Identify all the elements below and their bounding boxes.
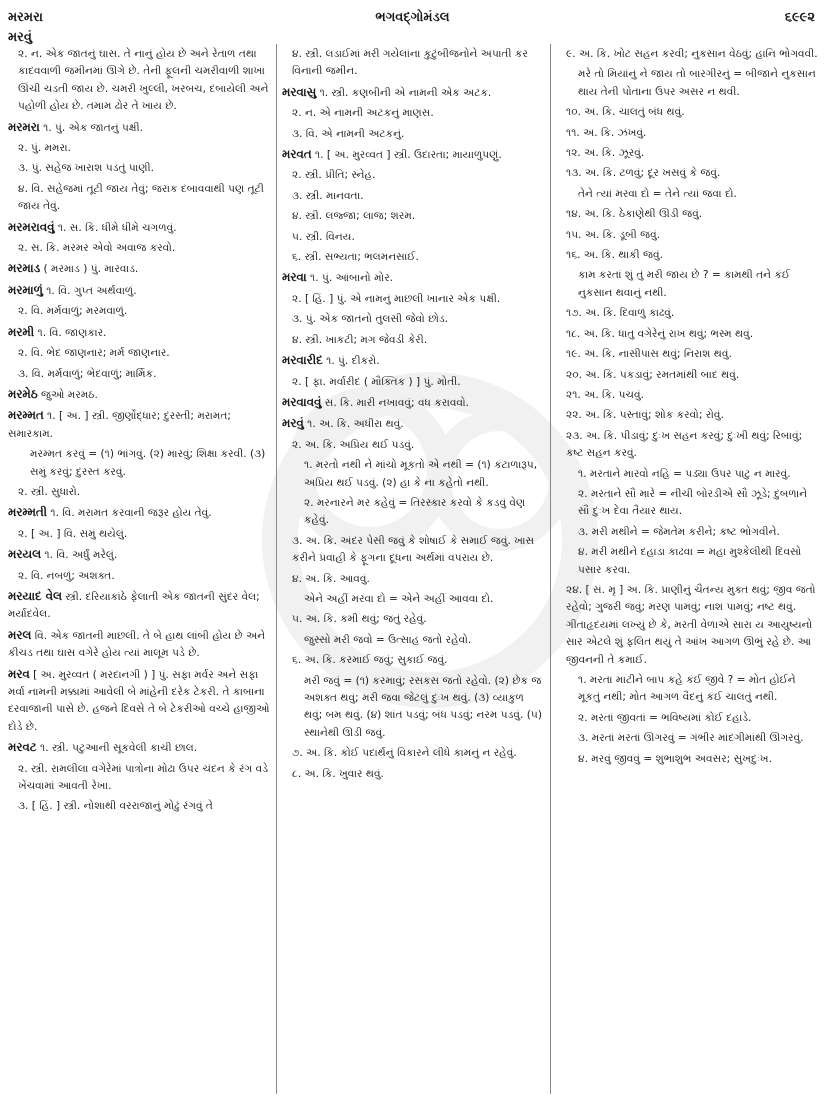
dictionary-title: ભગવદ્ગોમંડલ bbox=[375, 10, 450, 25]
sense-definition: ૨૪. [ સં. મૃ ] અ. કિ. પ્રાણીનું ચૈતન્ય મુક્ત થવું; જીવ જતો રહેવો; ગુજરી જવું; મરણ પામવું; નાશ પામવું; નષ્ટ થવું. ગીતાહૃદયમાં લખ્યું છે કે, મરતી વેળાએ સારા ય આયુષ્યનો સાર એટલે શું ફલિત થયું તે આંખ આગળ ઊભું રહે છે. આ જીવનની તે કમાઈ. bbox=[566, 583, 816, 666]
sense-definition: ૨. સ્ત્રી. પ્રીતિ; સ્નેહ. bbox=[292, 169, 376, 182]
dictionary-entry bbox=[8, 324, 270, 342]
sense-definition: ૩. પું. સહેજ ખારાશ પડતું પાણી. bbox=[18, 162, 155, 175]
definition-text: ૧. સ્ત્રી. પટુઆની સૂકવેલી કાચી છાલ. bbox=[40, 742, 198, 755]
sense-definition: ૨૨. અ. કિ. પસ્તાવું; શોક કરવો; રોવું. bbox=[566, 409, 724, 422]
sense-definition: ૩. [ હિં. ] સ્ત્રી. નોશાથી વરરાજાનું મોઢું રંગવું તે bbox=[18, 800, 213, 813]
headword: મરવાસુ bbox=[282, 84, 317, 99]
usage-example: મરી જવું = (૧) કરમાવું; રસકસ જતો રહેવો. (૨) છેક જ અશક્ત થવું; મરી જવા જેટલું દુઃખ થવું. (૩) વ્યાકુળ થવું; બમ થવું. (૪) શાંત પડવું; બંધ પડવું; નરમ પડવું. (૫) સ્થાનેથી ઊડી જવું. bbox=[304, 674, 542, 739]
dictionary-entry bbox=[282, 394, 544, 412]
headword: મરમી bbox=[8, 324, 35, 339]
definition-text: ૧. પું. દીકરો. bbox=[326, 355, 380, 368]
sense-definition: ૨. ન. એક જાતનું ઘાસ. તે નાનું હોય છે અને રેતાળ તથા કાદવવાળી જમીનમાં ઊગે છે. તેની ફૂલની ચમરીવાળી શાખા ઊંચી ચડતી જાય છે. ચમરી ખુલ્લી, ખરબચ, દબાયેલી અને પહોળી હોય છે. તમામ ઢોર તે ખાય છે. bbox=[18, 48, 269, 113]
sense-definition: ૧૬. અ. કિ. થાકી જવું. bbox=[566, 249, 663, 262]
headword: મરમ્મતી bbox=[8, 505, 48, 520]
headword: મરવ bbox=[8, 666, 30, 681]
sense-definition: ૧૭. અ. કિ. દિવાળું કાઢવું. bbox=[566, 307, 675, 320]
definition-text: ૧. સ. કિ. ધીમે ધીમે ચગળવું. bbox=[57, 221, 177, 234]
column-3 bbox=[556, 46, 818, 771]
sense-definition: ૪. વિ. સહેજમાં તૂટી જાય તેવું; જરાક દબાવવાથી પણ તૂટી જાય તેવું. bbox=[18, 182, 264, 213]
sense-definition: ૨. પું. મમરા. bbox=[18, 142, 71, 155]
definition-text: ૧. વિ. અર્ધું મરેલું. bbox=[44, 549, 118, 562]
dictionary-entry bbox=[8, 546, 270, 564]
sense-definition: ૨. અ. કિ. અપ્રિય થઈ પડવું. bbox=[292, 438, 415, 451]
column-2 bbox=[282, 46, 544, 786]
sense-definition: ૨. વિ. ભેદ જાણનાર; મર્મ જાણનાર. bbox=[18, 347, 170, 360]
headword: મરવત bbox=[282, 147, 312, 162]
usage-example: એને અહીં મરવા દો = એને અહીં આવવા દો. bbox=[304, 592, 494, 605]
definition-text: સ્ત્રી. દરિયાકાંઠે ફેલાતી એક જાતની સુંદર વેલ; મર્યાદવેલ. bbox=[8, 590, 260, 621]
column-divider bbox=[550, 44, 551, 1094]
headword: મરવાવવું bbox=[282, 394, 322, 409]
column-divider bbox=[276, 44, 277, 1094]
guide-word-first: મરમરા bbox=[8, 10, 43, 25]
sense-definition: ૧૯. અ. કિ. નાસીપાસ થવું; નિરાશ થવું. bbox=[566, 348, 732, 361]
headword: મરવું bbox=[282, 416, 304, 431]
definition-text: વિ. એક જાતની માછલી. તે બે હાથ લાંબી હોય છે અને કીચડ તથા ઘાસ વગેરે હોય ત્યાં માલૂમ પડે છે. bbox=[8, 629, 266, 660]
dictionary-entry bbox=[282, 415, 544, 433]
sense-definition: ૫. સ્ત્રી. વિનય. bbox=[292, 230, 355, 243]
dictionary-entry bbox=[8, 666, 270, 737]
sense-definition: ૨. સ. કિ. મરમર એવો અવાજ કરવો. bbox=[18, 242, 176, 255]
definition-text: ૧. વિ. જાણકાર. bbox=[37, 326, 107, 339]
headword: મરયાદ વેલ bbox=[8, 588, 62, 603]
usage-example: ૧. મરતાને મારવો નહિ = પડ્યા ઉપર પાટુ ન મારવું. bbox=[578, 467, 791, 480]
sense-definition: ૩. પું. એક જાતનો તુલસી જેવો છોડ. bbox=[292, 313, 449, 326]
sense-definition: ૧૪. અ. કિ. ઠેકાણેથી ઊડી જવું. bbox=[566, 208, 703, 221]
headword: મરવટ bbox=[8, 740, 37, 755]
usage-example: ૨. મરનારને મર કહેવું = તિરસ્કાર કરવો કે કડવું વેણ કહેવું. bbox=[304, 496, 526, 527]
headword: મરવારીદ bbox=[282, 353, 323, 368]
sense-definition: ૨. સ્ત્રી. સુધારો. bbox=[18, 485, 81, 498]
dictionary-entry bbox=[282, 269, 544, 287]
dictionary-entry bbox=[282, 146, 544, 164]
sense-definition: ૧૮. અ. કિ. ધાતુ વગેરેનું રાખ થવું; ભસ્મ થવું. bbox=[566, 327, 754, 340]
headword: મરમેઠ bbox=[8, 386, 38, 401]
usage-example: મરમ્મત કરવું = (૧) ભાંગવું. (૨) મારવું; શિક્ષા કરવી. (૩) સમું કરવું; દુરસ્ત કરવું. bbox=[30, 448, 266, 478]
sense-definition: ૨૧. અ. કિ. પચવું. bbox=[566, 388, 644, 401]
sense-definition: ૨૩. અ. કિ. પીડાવું; દુઃખ સહન કરવું; દુઃખી થવું; રિબાવું; કષ્ટ સહન કરવું. bbox=[566, 429, 803, 460]
usage-example: ૨. મરતાં જીવતાં = ભવિષ્યમાં કોઈ દહાડે. bbox=[578, 711, 752, 724]
sense-definition: ૩. વિ. એ નામની અટકનું. bbox=[292, 127, 405, 140]
headword: મરલ bbox=[8, 627, 32, 642]
headword: મરમ્મત bbox=[8, 408, 44, 423]
headword: મરમરાવવું bbox=[8, 219, 55, 234]
sense-definition: ૧૦. અ. કિ. ચાલતું બંધ થવું. bbox=[566, 106, 685, 119]
dictionary-entry bbox=[8, 260, 270, 278]
sense-definition: ૧૫. અ. કિ. ડૂબી જવું. bbox=[566, 228, 661, 241]
headword: મરમરા bbox=[8, 119, 40, 134]
definition-text: ૧. સ્ત્રી. કણબીની એ નામની એક અટક. bbox=[319, 86, 492, 99]
sense-definition: ૭. અ. કિ. કોઈ પદાર્થનું વિકારને લીધે કામનું ન રહેવું. bbox=[292, 747, 517, 760]
sense-definition: ૬. અ. કિ. કરમાઈ જવું; સુકાઈ જવું. bbox=[292, 654, 448, 667]
sense-definition: ૯. અ. કિ. ખોટ સહન કરવી; નુકસાન વેઠવું; હાનિ ભોગવવી. bbox=[566, 48, 818, 60]
sense-definition: ૫. અ. કિ. કમી થવું; જતું રહેવું. bbox=[292, 613, 427, 626]
dictionary-entry bbox=[8, 504, 270, 522]
dictionary-entry bbox=[8, 386, 270, 404]
headword: મરમાળું bbox=[8, 282, 43, 297]
sense-definition: ૮. અ. કિ. ખુવાર થવું. bbox=[292, 767, 384, 780]
column-1 bbox=[8, 46, 270, 819]
dictionary-entry bbox=[8, 219, 270, 237]
sense-definition: ૪. સ્ત્રી. ખાકટી; મગ જેવડી કેરી. bbox=[292, 333, 428, 346]
sense-definition: ૨. સ્ત્રી. રામલીલા વગેરેમાં પાત્રોના મોઢા ઉપર ચંદન કે રંગ વડે ખેંચવામાં આવતી રેખા. bbox=[18, 762, 269, 793]
sense-definition: ૨. [ અ. ] વિ. સમું થયેલું. bbox=[18, 527, 128, 540]
definition-text: ૧. [ અ. મુરવ્વત ] સ્ત્રી. ઉદારતા; માયાળુપણું. bbox=[314, 149, 502, 162]
dictionary-entry bbox=[8, 588, 270, 624]
definition-text: ૧. પું. એક જાતનું પક્ષી. bbox=[43, 121, 144, 134]
definition-text: [ અ. મુરવ્વત ( મરદાનગી ) ] પું. સફા મર્વર અને સફા મર્વા નામની મક્કામાં આવેલી બે માંહેની દરેક ટેકરી. તે કાબાના દરવાજાની પાસે છે. હજને દિવસે તે બે ટેકરીઓ વચ્ચે હાજીઓ દોડે છે. bbox=[8, 668, 270, 733]
usage-example: જુસ્સો મરી જવો = ઉત્સાહ જતો રહેવો. bbox=[304, 633, 472, 646]
usage-example: ૧. મરતા માટીને બાપ કહે કંઈ જીવે ? = મોત હોઈને મૂકતું નથી; મોત આગળ વૈદનું કંઈ ચાલતું નથી. bbox=[578, 674, 796, 704]
sense-definition: ૬. સ્ત્રી. સભ્યતા; ભલમનસાઈ. bbox=[292, 251, 419, 264]
sense-definition: ૪. અ. કિ. આવવું. bbox=[292, 572, 370, 585]
usage-example: ૩. મરી મથીને = જેમતેમ કરીને; કષ્ટ ભોગવીને. bbox=[578, 525, 780, 538]
definition-text: ૧. પું. આંબાનો મોર. bbox=[310, 272, 394, 285]
definition-text: ૧. [ અ. ] સ્ત્રી. જીર્ણોદ્ધાર; દુરસ્તી; મરામત; સમારકામ. bbox=[8, 410, 231, 440]
usage-example: ૧. મરતો નથી ને માંચો મૂકતો એ નથી = (૧) કંટાળારૂપ, અપ્રિય થઈ પડવું. (૨) હા કે ના કહેતો નથી. bbox=[304, 459, 538, 489]
usage-example: ૪. મરવું જીવવું = શુભાશુભ અવસર; સુખદુઃખ. bbox=[578, 752, 772, 765]
definition-text: સ. કિ. મારી નખાવવું; વધ કરાવવો. bbox=[324, 396, 470, 409]
usage-example: ૩. મરતાં મરતાં ઊગરવું = ગંભીર માંદગીમાંથી ઊગરવું. bbox=[578, 732, 804, 745]
sense-definition: ૨. [ ફા. મર્વારીદ ( મૌક્તિક ) ] પું. મોતી. bbox=[292, 375, 461, 388]
definition-text: ( મરમાડ ) પું. મારવાડ. bbox=[43, 263, 139, 276]
usage-example: મરે તો મિયાંનું ને જાય તો બારગીરનું = બીજાને નુકસાન થાય તેની પોતાના ઉપર અસર ન થવી. bbox=[578, 68, 816, 98]
sense-definition: ૧૧. અ. કિ. ઝંખવું. bbox=[566, 126, 647, 139]
usage-example: કામ કરતાં શું તું મરી જાય છે ? = કામથી તને કંઈ નુકસાન થવાનું નથી. bbox=[578, 269, 791, 299]
sense-definition: ૨. વિ. નબળું; અશક્ત. bbox=[18, 569, 115, 582]
sense-definition: ૩. અ. કિ. અંદર પેસી જવું કે શોષાઈ કે સમાઈ જવું. ખાસ કરીને પ્રવાહી કે ફૂગના દૂધના અર્થમાં વપરાય છે. bbox=[292, 534, 535, 565]
definition-text: ૧. અ. કિ. અધીરા થવું. bbox=[307, 418, 404, 431]
guide-word-last: મરવું bbox=[8, 30, 32, 45]
sense-definition: ૩. સ્ત્રી. માનવતા. bbox=[292, 189, 364, 202]
sense-definition: ૧૨. અ. કિ. ઝૂરવું. bbox=[566, 147, 645, 160]
page-header bbox=[0, 0, 825, 44]
sense-definition: ૪. સ્ત્રી. લડાઈમાં મરી ગયેલાંના કુટુંબીજનોને અપાતી કર વિનાની જમીન. bbox=[292, 48, 528, 78]
sense-definition: ૨. વિ. મર્મવાળું; મરમવાળું. bbox=[18, 305, 128, 318]
page-number: ૬૯૯૨ bbox=[784, 10, 815, 25]
sense-definition: ૪. સ્ત્રી. લજ્જા; લાજ; શરમ. bbox=[292, 210, 416, 223]
headword: મરવા bbox=[282, 270, 307, 285]
headword: મરમાડ bbox=[8, 261, 41, 276]
dictionary-entry bbox=[8, 282, 270, 300]
sense-definition: ૩. વિ. મર્મવાળું; ભેદવાળું; માર્મિક. bbox=[18, 367, 157, 380]
dictionary-entry bbox=[8, 627, 270, 663]
headword: મરયલ bbox=[8, 547, 42, 562]
usage-example: તેને ત્યાં મરવા દો = તેને ત્યાં જવા દો. bbox=[578, 187, 737, 200]
definition-text: ૧. વિ. ગુપ્ત અર્થવાળું. bbox=[46, 284, 137, 297]
sense-definition: ૨. [ હિં. ] પું. એ નામનું માછલી ખાનાર એક પક્ષી. bbox=[292, 292, 501, 305]
dictionary-entry bbox=[282, 352, 544, 370]
dictionary-entry bbox=[8, 119, 270, 137]
definition-text: ૧. વિ. મરામત કરવાની જરૂર હોય તેવું. bbox=[50, 507, 212, 520]
usage-example: ૪. મરી મથીને દહાડા કાઢવા = મહા મુશ્કેલીથી દિવસો પસાર કરવા. bbox=[578, 546, 802, 576]
dictionary-entry bbox=[8, 407, 270, 443]
dictionary-entry bbox=[8, 739, 270, 757]
dictionary-entry bbox=[282, 84, 544, 102]
sense-definition: ૨. ન. એ નામની અટકનું માણસ. bbox=[292, 107, 434, 120]
sense-definition: ૨૦. અ. કિ. પકડાવું; રમતમાંથી બાદ થવું. bbox=[566, 368, 740, 381]
usage-example: ૨. મરતાને સૌ મારે = નીચી બોરડીએ સૌ ઝૂડે; દુબળાને સૌ દુઃખ દેવા તૈયાર થાય. bbox=[578, 487, 808, 518]
sense-definition: ૧૩. અ. કિ. ટળવું; દૂર ખસવું કે જવું. bbox=[566, 167, 721, 180]
definition-text: જુઓ મરમઠ. bbox=[41, 388, 98, 401]
